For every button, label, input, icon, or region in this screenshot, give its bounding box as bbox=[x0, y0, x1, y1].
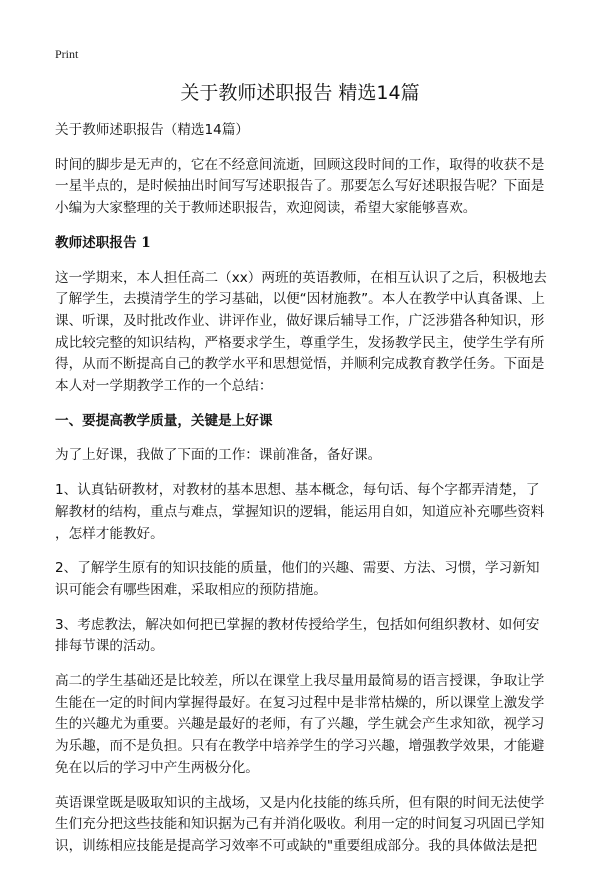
document-title: 关于教师述职报告 精选14篇 bbox=[180, 82, 420, 104]
text-line: 这一学期来，本人担任高二（xx）两班的英语教师，在相互认识了之后，积极地去 bbox=[55, 269, 547, 286]
text-line: 生能在一定的时间内掌握得最好。在复习过程中是非常枯燥的，所以课堂上激发学 bbox=[55, 694, 545, 711]
text-line: 本人对一学期教学工作的一个总结： bbox=[55, 378, 273, 395]
text-line: 时间的脚步是无声的，它在不经意间流逝，回顾这段时间的工作，取得的收获不是 bbox=[55, 156, 545, 173]
paragraph bbox=[55, 155, 555, 220]
section-heading bbox=[55, 233, 555, 255]
document-body bbox=[55, 120, 555, 871]
text-line: 一、要提高教学质量，关键是上好课 bbox=[55, 412, 273, 429]
paragraph bbox=[55, 793, 555, 858]
text-line: 为乐趣，而不是负担。只有在教学中培养学生的学习兴趣，增强教学效果，才能避 bbox=[55, 738, 545, 755]
paragraph bbox=[55, 268, 555, 398]
text-line: 生们充分把这些技能和知识据为己有并消化吸收。利用一定的时间复习巩固已学知 bbox=[55, 816, 545, 833]
text-line: ，怎样才能教好。 bbox=[55, 525, 164, 542]
text-line: 生的兴趣尤为重要。兴趣是最好的老师，有了兴趣，学生就会产生求知欲，视学习 bbox=[55, 716, 545, 733]
text-line: 1、认真钻研教材，对教材的基本思想、基本概念，每句话、每个字都弄清楚，了 bbox=[55, 482, 540, 499]
text-line: 一星半点的，是时候抽出时间写写述职报告了。那要怎么写好述职报告呢？下面是 bbox=[55, 178, 545, 195]
paragraph bbox=[55, 558, 555, 601]
paragraph bbox=[55, 671, 555, 780]
text-line: 英语课堂既是吸取知识的主战场，又是内化技能的练兵所，但有限的时间无法使学 bbox=[55, 794, 545, 811]
text-line: 识可能会有哪些困难，采取相应的预防措施。 bbox=[55, 581, 327, 598]
text-line: 小编为大家整理的关于教师述职报告，欢迎阅读，希望大家能够喜欢。 bbox=[55, 200, 477, 217]
text-line: 解教材的结构，重点与难点，掌握知识的逻辑，能运用自如，知道应补充哪些资料 bbox=[55, 503, 545, 520]
text-line: 关于教师述职报告（精选14篇） bbox=[55, 122, 250, 138]
text-line: 课、听课，及时批改作业、讲评作业，做好课后辅导工作，广泛涉猎各种知识，形 bbox=[55, 312, 545, 329]
text-line: 了解学生，去摸清学生的学习基础，以便“因材施教”。本人在教学中认真备课、上 bbox=[55, 291, 545, 308]
text-line: 3、考虑教法，解决如何把已掌握的教材传授给学生，包括如何组织教材、如何安 bbox=[55, 616, 540, 633]
text-line: 高二的学生基础还是比较差，所以在课堂上我尽量用最简易的语言授课，争取让学 bbox=[55, 673, 545, 690]
text-line: 得，从而不断提高自己的教学水平和思想觉悟，并顺利完成教育教学任务。下面是 bbox=[55, 356, 545, 373]
text-line: 排每节课的活动。 bbox=[55, 638, 164, 655]
section-heading bbox=[55, 411, 555, 433]
text-line: 2、了解学生原有的知识技能的质量，他们的兴趣、需要、方法、习惯，学习新知 bbox=[55, 560, 540, 577]
paragraph bbox=[55, 445, 555, 467]
document-subtitle bbox=[55, 120, 555, 142]
text-line: 成比较完整的知识结构，严格要求学生，尊重学生，发扬教学民主，使学生学有所 bbox=[55, 334, 545, 351]
paragraph bbox=[55, 480, 555, 545]
text-line: 为了上好课，我做了下面的工作：课前准备，备好课。 bbox=[55, 447, 382, 464]
text-line: 教师述职报告 1 bbox=[55, 234, 151, 251]
paragraph bbox=[55, 615, 555, 658]
text-line: 识，训练相应技能是提高学习效率不可或缺的"重要组成部分。我的具体做法是把 bbox=[55, 837, 538, 854]
print-link[interactable]: Print bbox=[55, 47, 79, 61]
text-line: 免在以后的学习中产生两极分化。 bbox=[55, 759, 259, 776]
